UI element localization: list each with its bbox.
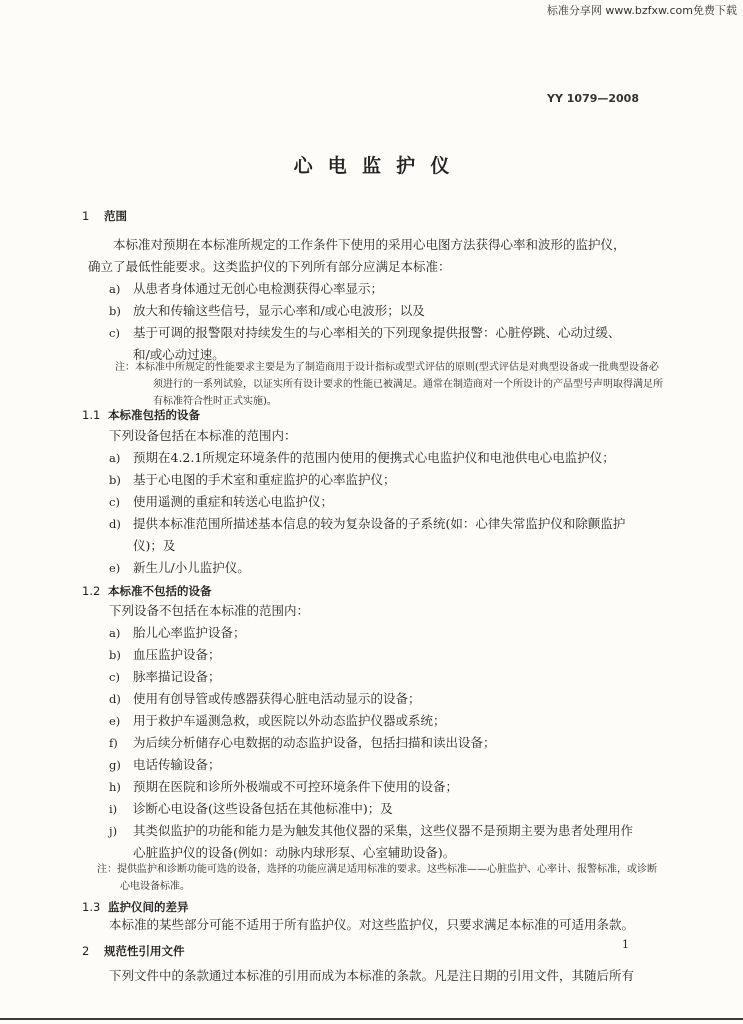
- list-marker: g): [109, 758, 121, 772]
- list-item: [109, 776, 633, 798]
- list-text: 脉率描记设备；: [133, 669, 221, 684]
- list-text: 基于可调的报警限对持续发生的与心率相关的下列现象提供报警：心脏停跳、心动过缓、和/或心动过速。: [133, 325, 621, 362]
- subsection-number: 1.2: [82, 584, 101, 598]
- list-marker: b): [109, 473, 121, 487]
- section-2-paragraph: 下列文件中的条款通过本标准的引用而成为本标准的条款。凡是注日期的引用文件，其随后所有: [109, 968, 635, 983]
- standard-number: YY 1079—2008: [547, 92, 639, 105]
- list-marker: j): [109, 824, 118, 838]
- list-item: [109, 300, 633, 322]
- subsection-title: 本标准包括的设备: [108, 408, 200, 422]
- list-text: 预期在4.2.1所规定环境条件的范围内使用的便携式心电监护仪和电池供电心电监护仪；: [133, 450, 615, 465]
- list-item: [109, 820, 638, 864]
- section-1-heading: [82, 208, 127, 224]
- list-marker: b): [109, 648, 121, 662]
- subsection-1-2-note: 注：提供监护和诊断功能可选的设备，选择的功能应满足适用标准的要求。这些标准——心脏监护、心率计、报警标准，或诊断心电设备标准。: [97, 864, 657, 892]
- list-marker: a): [109, 626, 121, 640]
- list-marker: d): [109, 692, 121, 706]
- list-item: [109, 754, 633, 776]
- list-item: [109, 622, 633, 644]
- subsection-intro: 下列设备不包括在本标准的范围内：: [109, 603, 310, 618]
- section-1-note: 注：本标准中所规定的性能要求主要是为了制造商用于设计指标或型式评估的原则(型式评估是对典型设备或一批典型设备必须进行的一系列试验，以证实所有设计要求的性能已被满足。通常在制造商对一个所设计的产品型号声明取得满足所有标准符合性时正式实施)。: [115, 362, 663, 407]
- list-text: 为后续分析储存心电数据的动态监护设备，包括扫描和读出设备；: [133, 735, 496, 750]
- section-title: 范围: [104, 209, 127, 223]
- list-item: [109, 469, 633, 491]
- list-marker: b): [109, 304, 121, 318]
- page-title: 心电监护仪: [293, 155, 465, 177]
- list-text: 用于救护车遥测急救，或医院以外动态监护仪器或系统；: [133, 713, 446, 728]
- subsection-title: 本标准不包括的设备: [108, 584, 212, 598]
- subsection-title: 监护仪间的差异: [108, 900, 189, 914]
- list-marker: c): [109, 670, 120, 684]
- section-title: 规范性引用文件: [104, 944, 185, 958]
- list-text: 电话传输设备；: [133, 757, 221, 772]
- section-1-paragraph: 本标准对预期在本标准所规定的工作条件下使用的采用心电图方法获得心率和波形的监护仪，确立了最低性能要求。这类监护仪的下列所有部分应满足本标准：: [88, 237, 626, 274]
- section-number: 2: [82, 944, 90, 958]
- list-marker: a): [109, 282, 121, 296]
- list-text: 胎儿心率监护设备；: [133, 625, 246, 640]
- list-marker: e): [109, 561, 121, 575]
- list-item: [109, 710, 633, 732]
- list-text: 使用遥测的重症和转送心电监护仪；: [133, 494, 334, 509]
- list-marker: e): [109, 714, 121, 728]
- subsection-1-3-paragraph: 本标准的某些部分可能不适用于所有监护仪。对这些监护仪，只要求满足本标准的可适用条款。: [109, 917, 635, 932]
- list-item: [109, 666, 633, 688]
- list-marker: f): [109, 736, 118, 750]
- subsection-1-1-heading: [82, 407, 200, 423]
- list-marker: d): [109, 517, 121, 531]
- list-text: 预期在医院和诊所外极端或不可控环境条件下使用的设备；: [133, 779, 459, 794]
- list-text: 使用有创导管或传感器获得心脏电活动显示的设备；: [133, 691, 421, 706]
- list-marker: c): [109, 495, 120, 509]
- list-item: [109, 491, 633, 513]
- list-item: [109, 798, 633, 820]
- list-text: 放大和传输这些信号，显示心率和/或心电波形；以及: [133, 303, 425, 318]
- watermark-text: 标准分享网 www.bzfxw.com免费下载: [546, 4, 737, 17]
- subsection-number: 1.3: [82, 900, 101, 914]
- list-item: [109, 278, 633, 300]
- list-text: 提供本标准范围所描述基本信息的较为复杂设备的子系统(如：心律失常监护仪和除颤监护仪)；及: [133, 516, 626, 553]
- page-number: 1: [622, 938, 629, 951]
- section-number: 1: [82, 209, 90, 223]
- subsection-intro: 下列设备包括在本标准的范围内：: [109, 428, 297, 443]
- list-marker: c): [109, 326, 120, 340]
- list-text: 基于心电图的手术室和重症监护的心率监护仪；: [133, 472, 396, 487]
- subsection-1-3-heading: [82, 899, 189, 915]
- subsection-number: 1.1: [82, 408, 101, 422]
- list-marker: h): [109, 780, 121, 794]
- list-text: 诊断心电设备(这些设备包括在其他标准中)；及: [133, 801, 393, 816]
- subsection-1-2-heading: [82, 583, 212, 599]
- bottom-rule: [0, 1018, 743, 1020]
- list-text: 从患者身体通过无创心电检测获得心率显示；: [133, 281, 384, 296]
- list-text: 血压监护设备；: [133, 647, 221, 662]
- list-item: [109, 557, 633, 579]
- list-item: [109, 644, 633, 666]
- list-text: 其类似监护的功能和能力是为触发其他仪器的采集，这些仪器不是预期主要为患者处理用作心脏监护仪的设备(例如：动脉内球形泵、心室辅助设备)。: [133, 823, 634, 860]
- list-item: [109, 688, 633, 710]
- list-item: [109, 732, 633, 754]
- list-marker: a): [109, 451, 121, 465]
- list-item: [109, 447, 638, 469]
- section-2-heading: [82, 943, 185, 959]
- list-item: [109, 513, 633, 557]
- list-text: 新生儿/小儿监护仪。: [133, 560, 250, 575]
- list-marker: i): [109, 802, 118, 816]
